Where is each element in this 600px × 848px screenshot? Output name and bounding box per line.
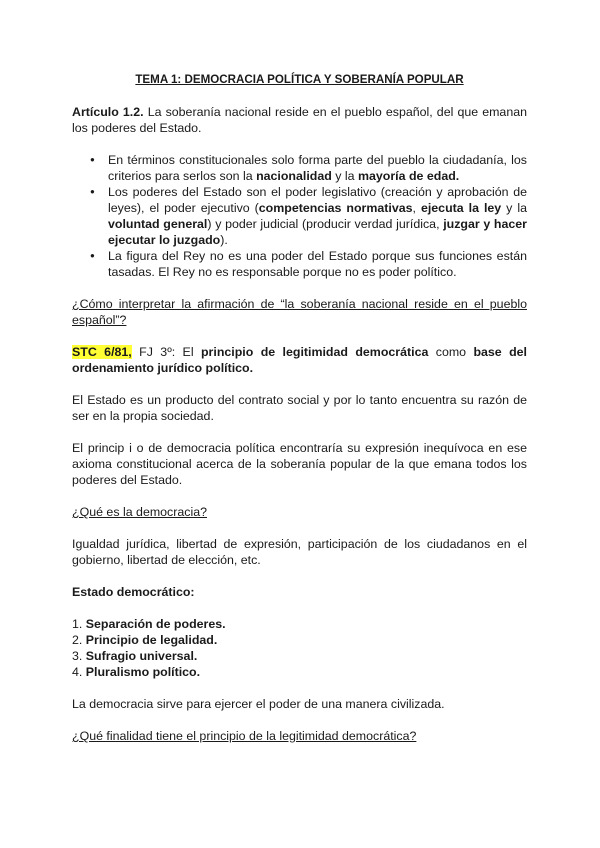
list-item bbox=[72, 664, 527, 680]
list-item bbox=[72, 632, 527, 648]
article-paragraph bbox=[72, 104, 527, 136]
stc-reference: STC 6/81, bbox=[72, 345, 132, 359]
numbered-list bbox=[72, 616, 527, 680]
list-text: Pluralismo político. bbox=[85, 665, 201, 679]
bold-text: competencias normativas bbox=[258, 201, 413, 215]
stc-text: FJ 3º: El bbox=[131, 345, 201, 359]
list-number: 3. bbox=[72, 649, 86, 663]
bullet-text: ). bbox=[220, 233, 228, 247]
list-item bbox=[72, 648, 527, 664]
list-number: 1. bbox=[72, 617, 86, 631]
article-label: Artículo 1.2. bbox=[72, 105, 144, 119]
list-item bbox=[72, 616, 527, 632]
list-number: 2. bbox=[72, 633, 86, 647]
bold-text: ejecuta la ley bbox=[420, 201, 502, 215]
stc-paragraph bbox=[72, 344, 527, 376]
list-number: 4. bbox=[72, 665, 86, 679]
document-body bbox=[72, 72, 527, 744]
bullet-text: , bbox=[412, 201, 421, 215]
stc-text: como bbox=[428, 345, 474, 359]
question-democracia: ¿Qué es la democracia? bbox=[72, 505, 207, 519]
bullet-text: Los poderes del Estado son el poder legislativo (creación y aprobación de leyes), el poder ejecutivo ( bbox=[108, 185, 527, 215]
civilizada-paragraph: La democracia sirve para ejercer el poder de una manera civilizada. bbox=[72, 697, 445, 711]
bullet-text: y la bbox=[331, 169, 358, 183]
igualdad-paragraph: Igualdad jurídica, libertad de expresión, participación de los ciudadanos en el gobierno, libertad de elección, etc. bbox=[72, 537, 527, 567]
bold-text: mayoría de edad. bbox=[357, 169, 460, 183]
estado-paragraph: El Estado es un producto del contrato social y por lo tanto encuentra su razón de ser en la propia sociedad. bbox=[72, 393, 527, 423]
question-soberania: ¿Cómo interpretar la afirmación de “la soberanía nacional reside en el pueblo español”? bbox=[72, 297, 527, 327]
bullet-text: y la bbox=[501, 201, 527, 215]
bold-text: voluntad general bbox=[108, 217, 208, 231]
question-finalidad: ¿Qué finalidad tiene el principio de la legitimidad democrática? bbox=[72, 729, 417, 743]
bold-text: principio de legitimidad democrática bbox=[200, 345, 429, 359]
article-text: La soberanía nacional reside en el pueblo español, del que emanan los poderes del Estado. bbox=[72, 105, 527, 135]
bold-text: juzgar y hacer ejecutar lo juzgado bbox=[108, 217, 527, 247]
estado-democratico-heading bbox=[72, 584, 527, 600]
bullet-text: ) y poder judicial (producir verdad jurídica, bbox=[207, 217, 444, 231]
list-text: Principio de legalidad. bbox=[85, 633, 218, 647]
bullet-item-poderes bbox=[72, 184, 527, 248]
bold-text: nacionalidad bbox=[256, 169, 332, 183]
bullet-item-rey: ● La figura del Rey no es una poder del Estado porque sus funciones están tasadas. El Rey no es responsable porque no es poder político. bbox=[72, 248, 527, 280]
page-title: TEMA 1: DEMOCRACIA POLÍTICA Y SOBERANÍA POPULAR bbox=[135, 73, 464, 86]
heading-text: Estado democrático: bbox=[72, 585, 195, 599]
principio-paragraph: El princip i o de democracia política encontraría su expresión inequívoca en ese axioma constitucional acerca de la soberanía popular de la que emana todos los poderes del Estado. bbox=[72, 441, 527, 487]
list-text: Separación de poderes. bbox=[85, 617, 226, 631]
bullet-item-ciudadania bbox=[72, 152, 527, 184]
bold-text: base del ordenamiento jurídico político. bbox=[72, 345, 527, 375]
list-text: Sufragio universal. bbox=[85, 649, 198, 663]
bullet-text: En términos constitucionales solo forma parte del pueblo la ciudadanía, los criterios para serlos son la bbox=[108, 153, 527, 183]
bullet-list bbox=[72, 152, 527, 280]
